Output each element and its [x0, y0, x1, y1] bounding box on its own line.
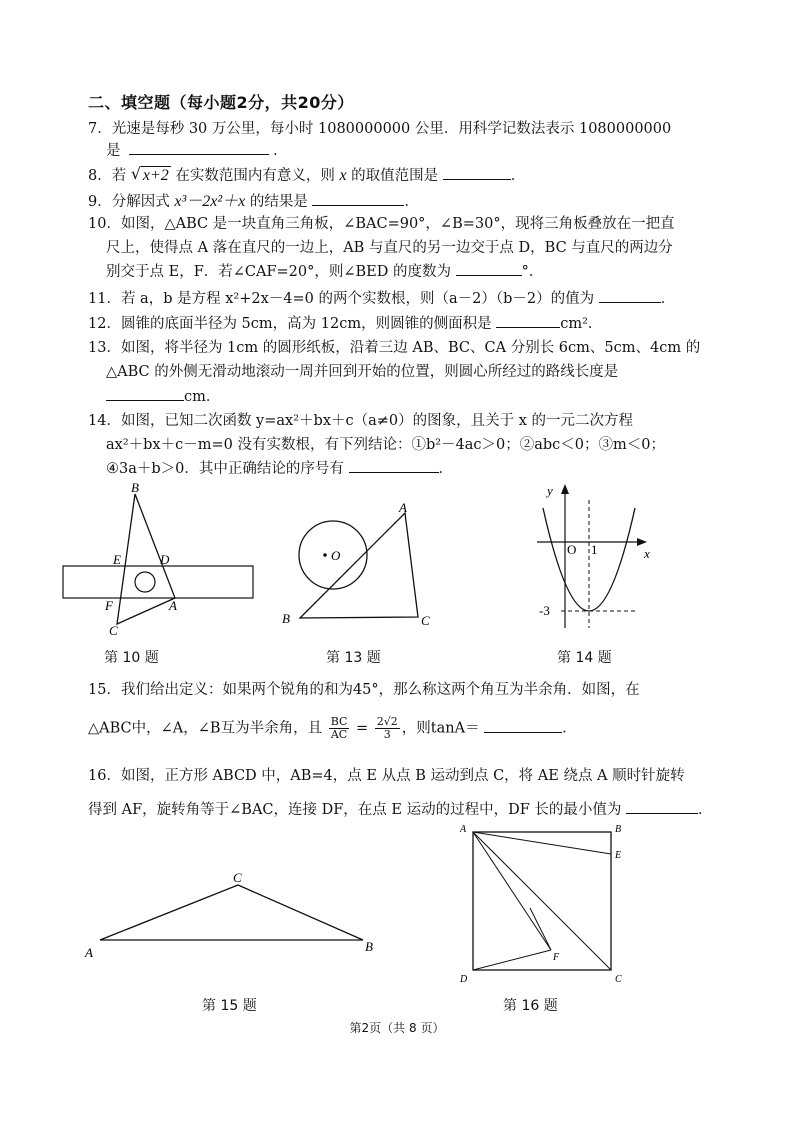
triangle-abc-15 [100, 885, 363, 940]
q13-answer-blank[interactable] [106, 386, 184, 401]
figure-15 [78, 865, 388, 965]
circle-center-dot [323, 553, 327, 557]
ruler [63, 566, 253, 598]
q7-end: ． [273, 143, 288, 159]
q12-line [88, 312, 602, 333]
q16-answer-blank[interactable] [626, 799, 698, 814]
radical-sign-icon: √ [130, 164, 142, 183]
q10-line2: 尺上，使得点 A 落在直尺的一边上，AB 与直尺的另一边交于点 D，BC 与直尺的两边分 [106, 240, 673, 256]
figure-13 [275, 495, 445, 635]
y-axis-arrow-icon [561, 484, 569, 494]
q11-answer-blank[interactable] [599, 288, 661, 303]
q14-end: ． [438, 461, 453, 477]
q10-line3 [106, 260, 543, 281]
figure-10-caption: 第 10 题 [104, 650, 159, 666]
label-e-16: E [615, 850, 622, 861]
q15-eq: = [351, 720, 373, 737]
q7-prefix: 是 [106, 143, 121, 159]
q14-line3 [106, 457, 453, 478]
q8-middle: 在实数范围内有意义，则 [175, 168, 340, 184]
q16-end: ． [698, 802, 713, 818]
figure-16-caption: 第 16 题 [503, 998, 558, 1014]
label-b-13: B [282, 611, 290, 626]
q8-line [88, 164, 525, 185]
q10-prefix: 别交于点 E，F．若∠CAF=20°，则∠BED 的度数为 [106, 264, 452, 280]
q7-line1: 7．光速是每秒 30 万公里，每小时 1080000000 公里．用科学记数法表示 1080000000 [88, 121, 672, 137]
q16-line2 [88, 798, 713, 819]
q11-end: ． [660, 291, 676, 307]
q16-prefix: 得到 AF，旋转角等于∠BAC，连接 DF，在点 E 运动的过程中，DF 长的最小值为 [88, 802, 622, 818]
sqrt-expression [130, 164, 171, 185]
label-f-16: F [553, 952, 560, 963]
q15-answer-blank[interactable] [484, 718, 562, 733]
label-a: A [169, 598, 177, 613]
q15-line2 [88, 716, 577, 741]
q12-end: cm²． [560, 316, 603, 332]
label-d: D [160, 552, 170, 567]
q13-line3 [106, 385, 220, 406]
label-b-16: B [615, 824, 622, 835]
q9-suffix: 的结果是 [245, 194, 308, 210]
label-a-16: A [460, 824, 467, 835]
label-x: x [644, 546, 650, 561]
q15-end: ． [562, 720, 577, 737]
label-d-16: D [460, 974, 468, 985]
q9-answer-blank[interactable] [312, 191, 404, 206]
q10-answer-blank[interactable] [456, 261, 522, 276]
fraction-value [375, 716, 400, 741]
triangle-abc-13 [300, 513, 418, 618]
q13-line1: 13．如图，将半径为 1cm 的圆形纸板，沿着三边 AB、BC、CA 分别长 6cm、5cm、4cm 的 [88, 340, 701, 356]
label-y: y [547, 483, 553, 498]
q16-line1: 16．如图，正方形 ABCD 中，AB=4，点 E 从点 B 运动到点 C，将 AE 绕点 A 顺时针旋转 [88, 768, 685, 784]
q8-var: x [339, 167, 347, 184]
q13-line2: △ABC 的外侧无滑动地滚动一周并回到开始的位置，则圆心所经过的路线长度是 [106, 364, 619, 380]
label-c: C [109, 623, 118, 638]
q8-prefix: 8．若 [88, 168, 127, 184]
figure-15-caption: 第 15 题 [202, 998, 257, 1014]
q10-line1: 10．如图，△ABC 是一块直角三角板，∠BAC=90°，∠B=30°，现将三角板叠放在一把直 [88, 216, 675, 232]
figure-10 [55, 480, 260, 640]
segment-f-helper [530, 908, 551, 950]
q14-line2: ax²＋bx＋c－m=0 没有实数根，有下列结论：①b²－4ac＞0；②abc＜0；③m＜0； [106, 437, 666, 453]
label-origin: O [567, 542, 577, 557]
label-a-13: A [399, 500, 407, 515]
label-neg3: -3 [539, 603, 550, 618]
segment-af [473, 832, 551, 950]
label-e: E [113, 552, 121, 567]
q8-answer-blank[interactable] [443, 165, 511, 180]
segment-ae [473, 832, 611, 854]
x-axis-arrow-icon [637, 538, 647, 546]
q12-prefix: 12．圆锥的底面半径为 5cm，高为 12cm，则圆锥的侧面积是 [88, 316, 492, 332]
ruler-hole-circle [135, 572, 155, 592]
q9-line [88, 188, 419, 211]
section-title: 二、填空题（每小题2分，共20分） [88, 93, 354, 112]
segment-df [473, 950, 551, 970]
q13-end: cm． [184, 389, 221, 405]
q11-prefix: 11．若 a，b 是方程 x²+2x－4=0 的两个实数根，则（a－2）（b－2）的值为 [88, 291, 595, 307]
q14-prefix: ④3a＋b＞0．其中正确结论的序号有 [106, 461, 344, 477]
fraction-bc-ac [329, 716, 350, 741]
figure-14 [525, 478, 665, 636]
label-f: F [105, 598, 113, 613]
label-b: B [131, 480, 139, 495]
value-numerator: 2√2 [376, 715, 398, 728]
label-one: 1 [591, 542, 598, 557]
q9-end: ． [404, 194, 419, 210]
label-o: O [331, 548, 341, 563]
q7-line2 [106, 139, 288, 160]
diagonal-ac [473, 832, 611, 970]
q8-radicand: x+2 [142, 167, 169, 184]
q9-prefix: 9．分解因式 [88, 194, 175, 210]
q11-line [88, 287, 675, 308]
q15-prefix: △ABC中，∠A，∠B互为半余角，且 [88, 720, 323, 737]
frac-denominator: AC [330, 728, 348, 741]
q8-end: ． [510, 168, 526, 184]
label-c-13: C [421, 613, 430, 628]
figure-16 [455, 818, 635, 988]
q14-line1: 14．如图，已知二次函数 y=ax²＋bx＋c（a≠0）的图象，且关于 x 的一元二次方程 [88, 413, 634, 429]
q15-line1: 15．我们给出定义：如果两个锐角的和为45°，那么称这两个角互为半余角．如图，在 [88, 682, 640, 698]
label-c-16: C [615, 974, 622, 985]
label-b-15: B [365, 939, 373, 954]
q9-expr: x³－2x²＋x [174, 193, 246, 210]
q10-end: °． [521, 264, 544, 280]
q15-suffix: ，则tanA＝ [401, 720, 480, 737]
q12-answer-blank[interactable] [496, 313, 560, 328]
q8-suffix: 的取值范围是 [346, 168, 439, 184]
q14-answer-blank[interactable] [349, 458, 439, 473]
page-footer: 第2页（共 8 页） [349, 1021, 445, 1035]
value-denominator: 3 [383, 728, 391, 741]
q7-answer-blank[interactable] [129, 140, 269, 155]
figure-13-caption: 第 13 题 [326, 650, 381, 666]
frac-numerator: BC [330, 715, 348, 728]
label-a-15: A [85, 945, 93, 960]
label-c-15: C [233, 870, 242, 885]
figure-14-caption: 第 14 题 [557, 650, 612, 666]
